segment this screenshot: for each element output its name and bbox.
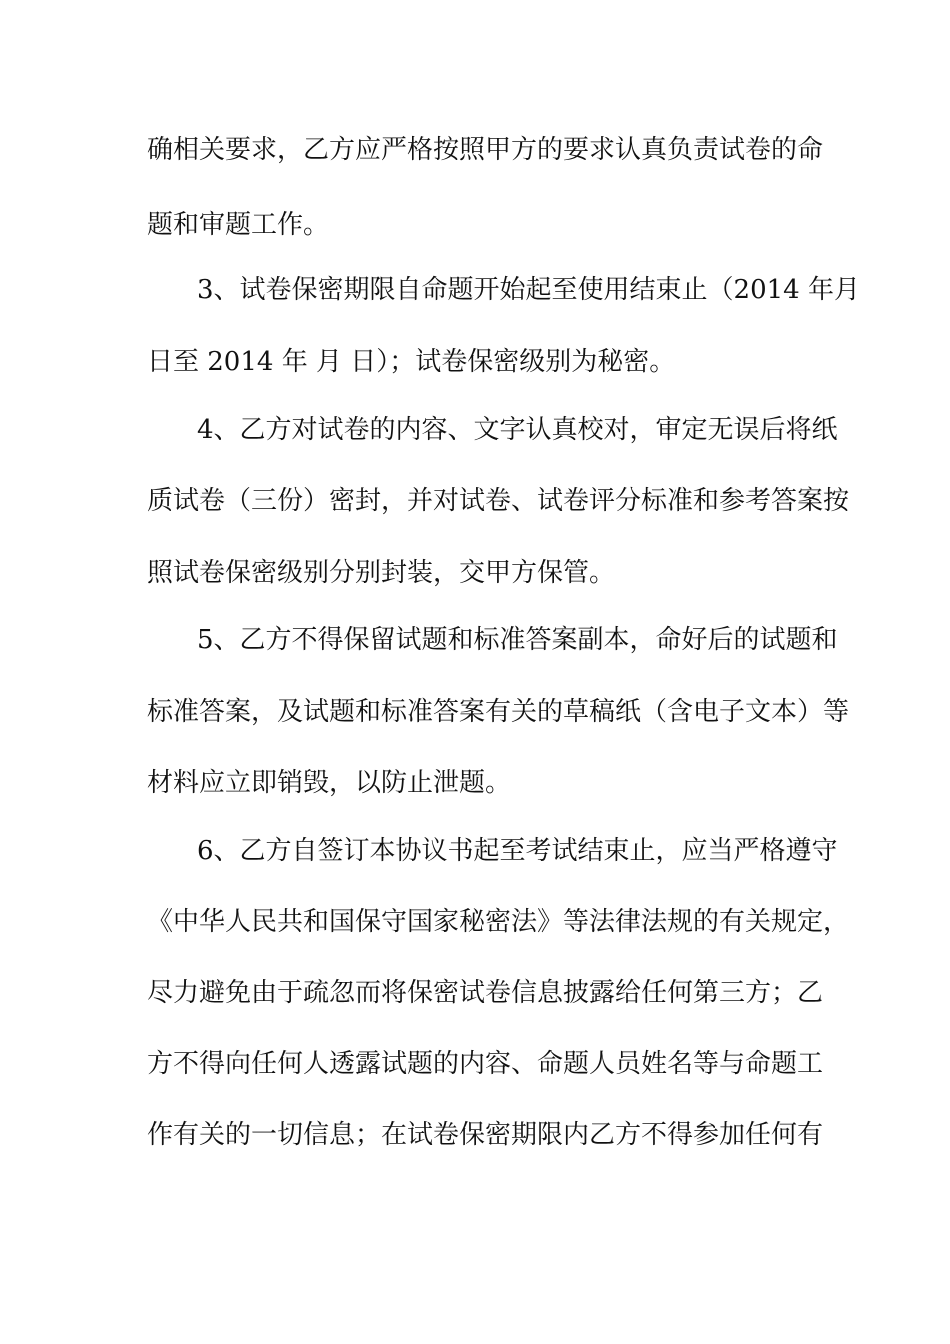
text-line-14: 方不得向任何人透露试题的内容、命题人员姓名等与命题工 [147,1049,824,1079]
text-line-5: 4、乙方对试卷的内容、文字认真校对，审定无误后将纸 [197,415,838,445]
text-line-6: 质试卷（三份）密封，并对试卷、试卷评分标准和参考答案按 [147,486,850,516]
text-line-7: 照试卷保密级别分别封装，交甲方保管。 [147,558,616,588]
text-line-11: 6、乙方自签订本协议书起至考试结束止，应当严格遵守 [197,836,838,866]
text-line-1: 确相关要求，乙方应严格按照甲方的要求认真负责试卷的命 [147,135,824,165]
text-line-8: 5、乙方不得保留试题和标准答案副本，命好后的试题和 [197,625,838,655]
text-line-2: 题和审题工作。 [147,210,330,240]
text-line-4: 日至 2014 年 月 日）；试卷保密级别为秘密。 [147,347,676,377]
text-line-13: 尽力避免由于疏忽而将保密试卷信息披露给任何第三方；乙 [147,978,824,1008]
text-line-12: 《中华人民共和国保守国家秘密法》等法律法规的有关规定， [147,907,850,937]
text-line-10: 材料应立即销毁，以防止泄题。 [147,768,512,798]
text-line-15: 作有关的一切信息；在试卷保密期限内乙方不得参加任何有 [147,1120,824,1150]
text-line-3: 3、试卷保密期限自命题开始起至使用结束止（2014 年月 [197,275,860,305]
text-line-9: 标准答案，及试题和标准答案有关的草稿纸（含电子文本）等 [147,697,850,727]
